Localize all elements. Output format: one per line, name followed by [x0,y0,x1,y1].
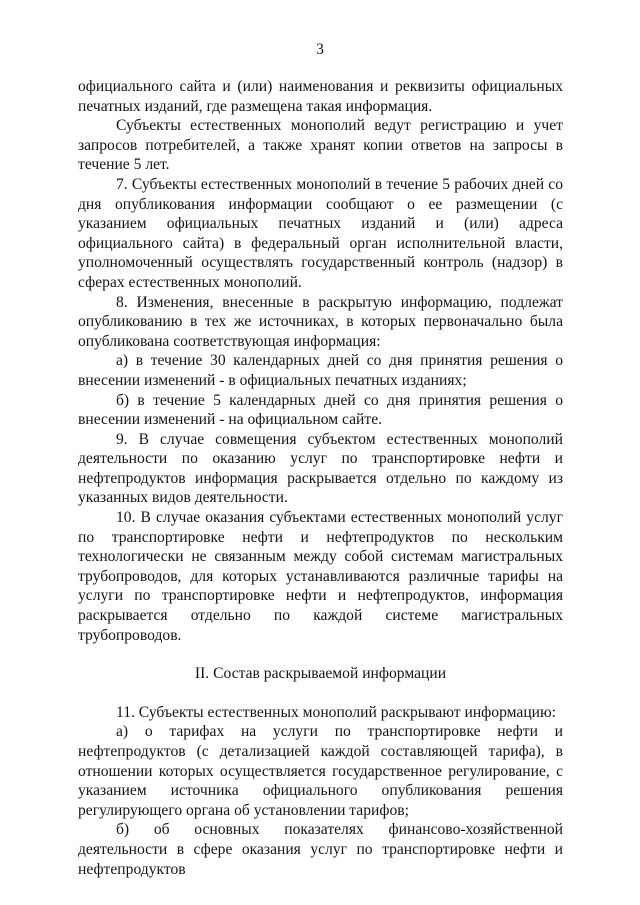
paragraph-request-registration: Субъекты естественных монополий ведут регистрацию и учет запросов потребителей, а также хранят копии ответов на запросы в течение 5 лет. [78,117,563,174]
paragraph-continuation: официального сайта и (или) наименования и реквизиты официальных печатных изданий, где размещена такая информация. [78,78,563,115]
paragraph-item-9: 9. В случае совмещения субъектом естественных монополий деятельности по оказанию услуг по транспортировке нефти и нефтепродуктов информация раскрывается отдельно по каждому из указанных видов деятельности. [78,430,563,507]
paragraph-item-11a: а) о тарифах на услуги по транспортировке нефти и нефтепродуктов (с детализацией каждой составляющей тарифа), в отношении которых осуществляется государственное регулирование, с указанием источника официального опубликования решения регулирующего органа об установлении тарифов; [78,723,563,819]
paragraph-item-8b: б) в течение 5 календарных дней со дня принятия решения о внесении изменений - на официальном сайте. [78,391,563,429]
paragraph-item-11: 11. Субъекты естественных монополий раскрывают информацию: [116,703,556,721]
paragraph-item-7: 7. Субъекты естественных монополий в течение 5 рабочих дней со дня опубликования информации сообщают о ее размещении (с указанием официальных печатных изданий и (или) адреса официального сайта) в федеральный орган исполнительной власти, уполномоченный осуществлять государственный контроль (надзор) в сферах естественных монополий. [78,175,563,291]
document-body [78,77,563,879]
paragraph-item-10: 10. В случае оказания субъектами естественных монополий услуг по транспортировке нефти и нефтепродуктов по нескольким технологически не связанным между собой системам магистральных трубопроводов, для которых устанавливаются различные тарифы на услуги по транспортировке нефти и нефтепродуктов, информация раскрывается отдельно по каждой системе магистральных трубопроводов. [78,509,563,644]
paragraph-item-8a: а) в течение 30 календарных дней со дня принятия решения о внесении изменений - в официальных печатных изданиях; [78,352,563,389]
paragraph-item-8: 8. Изменения, внесенные в раскрытую информацию, подлежат опубликованию в тех же источниках, в которых первоначально была опубликована соответствующая информация: [78,293,563,350]
page-number: 3 [316,41,324,58]
paragraph-item-11b: б) об основных показателях финансово-хозяйственной деятельности в сфере оказания услуг по транспортировке нефти и нефтепродуктов [78,821,563,878]
section-heading: II. Состав раскрываемой информации [194,665,447,683]
